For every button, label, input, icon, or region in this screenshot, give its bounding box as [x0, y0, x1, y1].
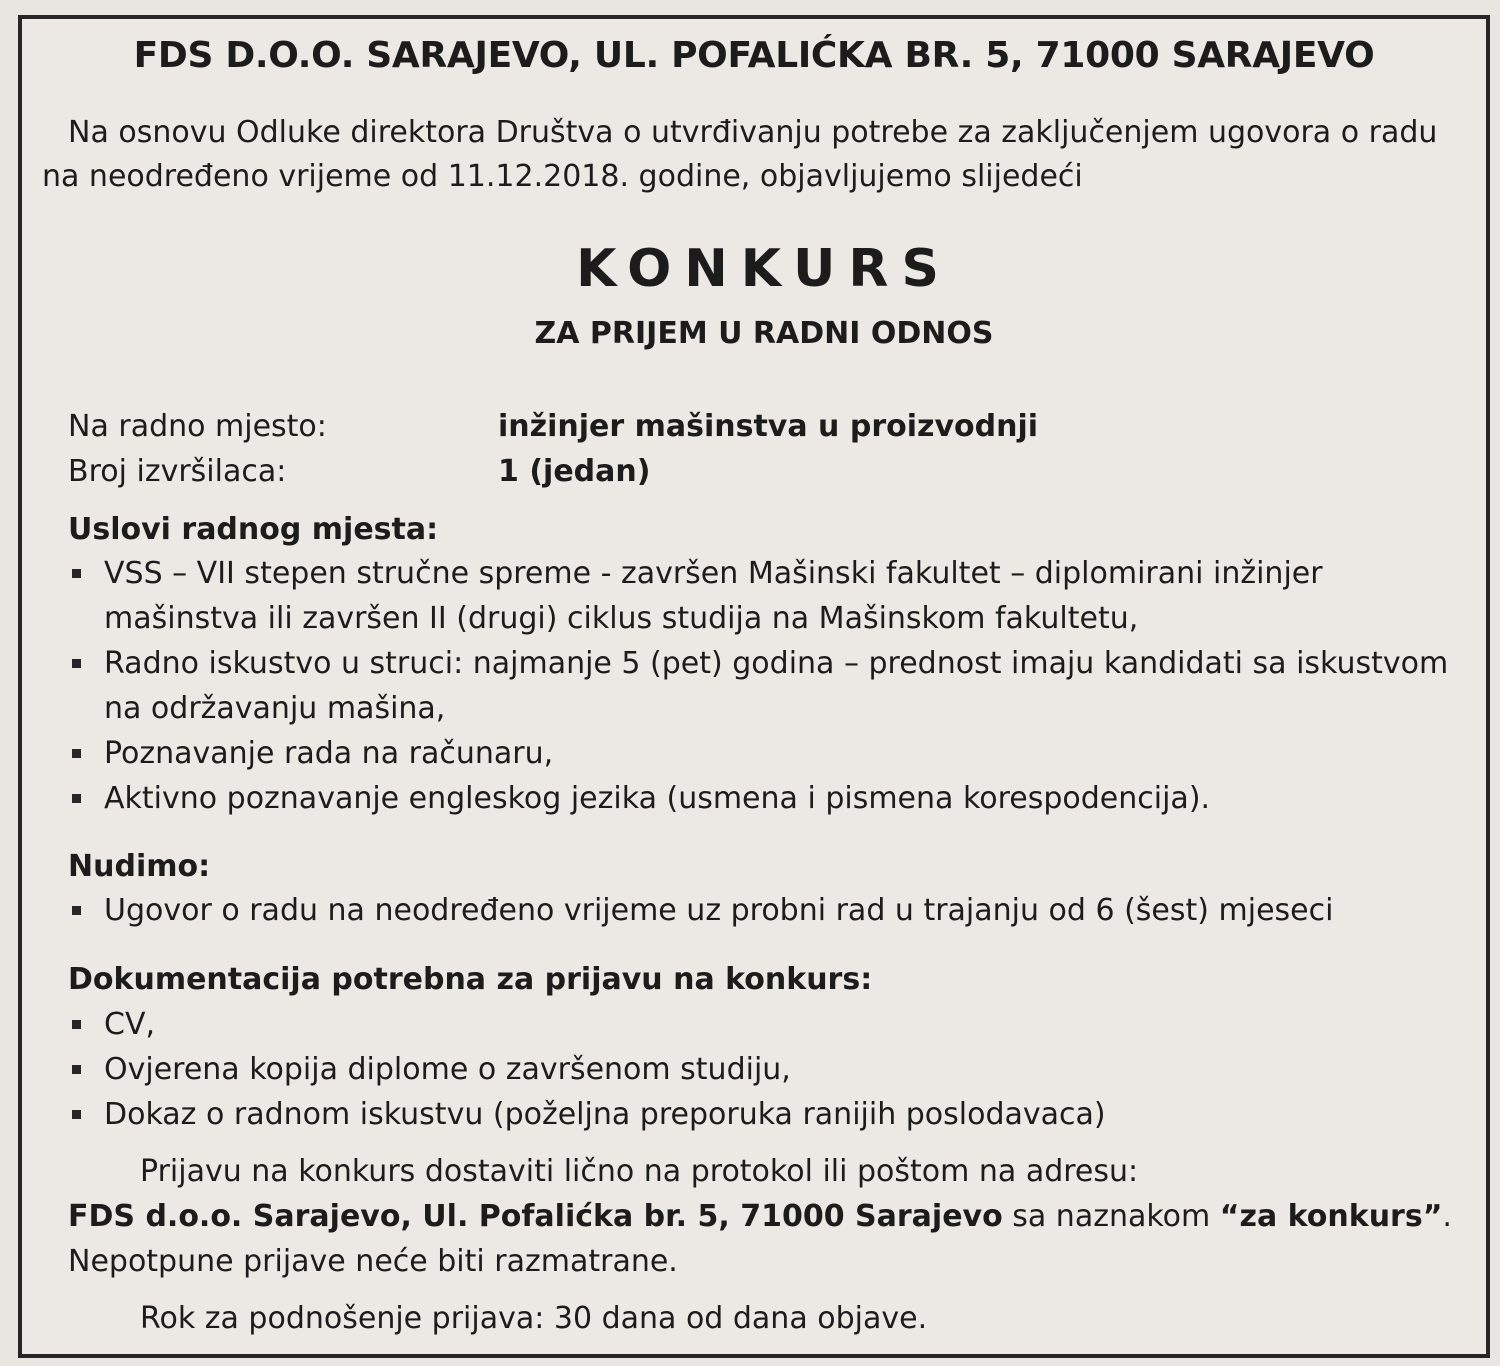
- submission-address: [68, 1194, 1482, 1239]
- page-title: KONKURS: [576, 239, 952, 299]
- list-item: [68, 1047, 1482, 1092]
- bullet-icon: [72, 659, 81, 668]
- list-item: [68, 551, 1482, 641]
- position-label: Na radno mjesto:: [68, 409, 327, 444]
- bullet-icon: [72, 794, 81, 803]
- offer-heading: Nudimo:: [68, 849, 211, 884]
- bullet-icon: [72, 1020, 81, 1029]
- company-header: FDS D.O.O. SARAJEVO, UL. POFALIĆKA BR. 5, 71000 SARAJEVO: [133, 35, 1375, 76]
- submission-address-mid: sa naznakom: [1002, 1199, 1220, 1234]
- submission-instruction: Prijavu na konkurs dostaviti lično na protokol ili poštom na adresu:: [140, 1154, 1139, 1189]
- documents-heading: Dokumentacija potrebna za prijavu na konkurs:: [68, 962, 873, 997]
- incomplete-notice: Nepotpune prijave neće biti razmatrane.: [68, 1244, 678, 1279]
- executors-row: [68, 454, 650, 489]
- position-value: inžinjer mašinstva u proizvodnji: [498, 409, 1039, 444]
- bullet-icon: [72, 1065, 81, 1074]
- bullet-icon: [72, 749, 81, 758]
- conditions-heading: Uslovi radnog mjesta:: [68, 512, 439, 547]
- page-subtitle: ZA PRIJEM U RADNI ODNOS: [534, 316, 994, 351]
- bullet-icon: [72, 906, 81, 915]
- list-item-text: Poznavanje rada na računaru,: [104, 736, 554, 771]
- conditions-list: [68, 551, 1482, 821]
- list-item-text: VSS – VII stepen stručne spreme - završen Mašinski fakultet – diplomirani inžinjer mašinstva ili završen II (drugi) ciklus studija na Mašinskom fakultetu,: [104, 556, 1323, 636]
- list-item: [68, 888, 1482, 933]
- bullet-icon: [72, 1110, 81, 1119]
- list-item-text: CV,: [104, 1007, 156, 1042]
- submission-address-bold: FDS d.o.o. Sarajevo, Ul. Pofalićka br. 5, 71000 Sarajevo: [68, 1199, 1003, 1234]
- submission-tag: “za konkurs”: [1219, 1199, 1443, 1234]
- submission-block: [68, 1149, 1482, 1341]
- executors-value: 1 (jedan): [498, 454, 651, 489]
- list-item: [68, 731, 1482, 776]
- deadline-notice: Rok za podnošenje prijava: 30 dana od dana objave.: [140, 1301, 928, 1336]
- submission-address-end: .: [1442, 1199, 1452, 1234]
- bullet-icon: [72, 569, 81, 578]
- list-item: [68, 1092, 1482, 1137]
- list-item: [68, 776, 1482, 821]
- documents-list: [68, 1002, 1482, 1137]
- list-item: [68, 641, 1482, 731]
- list-item: [68, 1002, 1482, 1047]
- position-row: [68, 409, 1038, 444]
- list-item-text: Aktivno poznavanje engleskog jezika (usmena i pismena korespodencija).: [104, 781, 1211, 816]
- offer-list: [68, 888, 1482, 933]
- list-item-text: Dokaz o radnom iskustvu (poželjna preporuka ranijih poslodavaca): [104, 1097, 1106, 1132]
- job-advertisement: [18, 15, 1490, 1358]
- intro-paragraph: Na osnovu Odluke direktora Društva o utvrđivanju potrebe za zaključenjem ugovora o radu na neodređeno vrijeme od 11.12.2018. godine, objavljujemo slijedeći: [42, 115, 1438, 194]
- list-item-text: Ugovor o radu na neodređeno vrijeme uz probni rad u trajanju od 6 (šest) mjeseci: [104, 893, 1334, 928]
- list-item-text: Radno iskustvo u struci: najmanje 5 (pet) godina – prednost imaju kandidati sa iskustvom na održavanju mašina,: [104, 646, 1449, 726]
- list-item-text: Ovjerena kopija diplome o završenom studiju,: [104, 1052, 791, 1087]
- executors-label: Broj izvršilaca:: [68, 454, 287, 489]
